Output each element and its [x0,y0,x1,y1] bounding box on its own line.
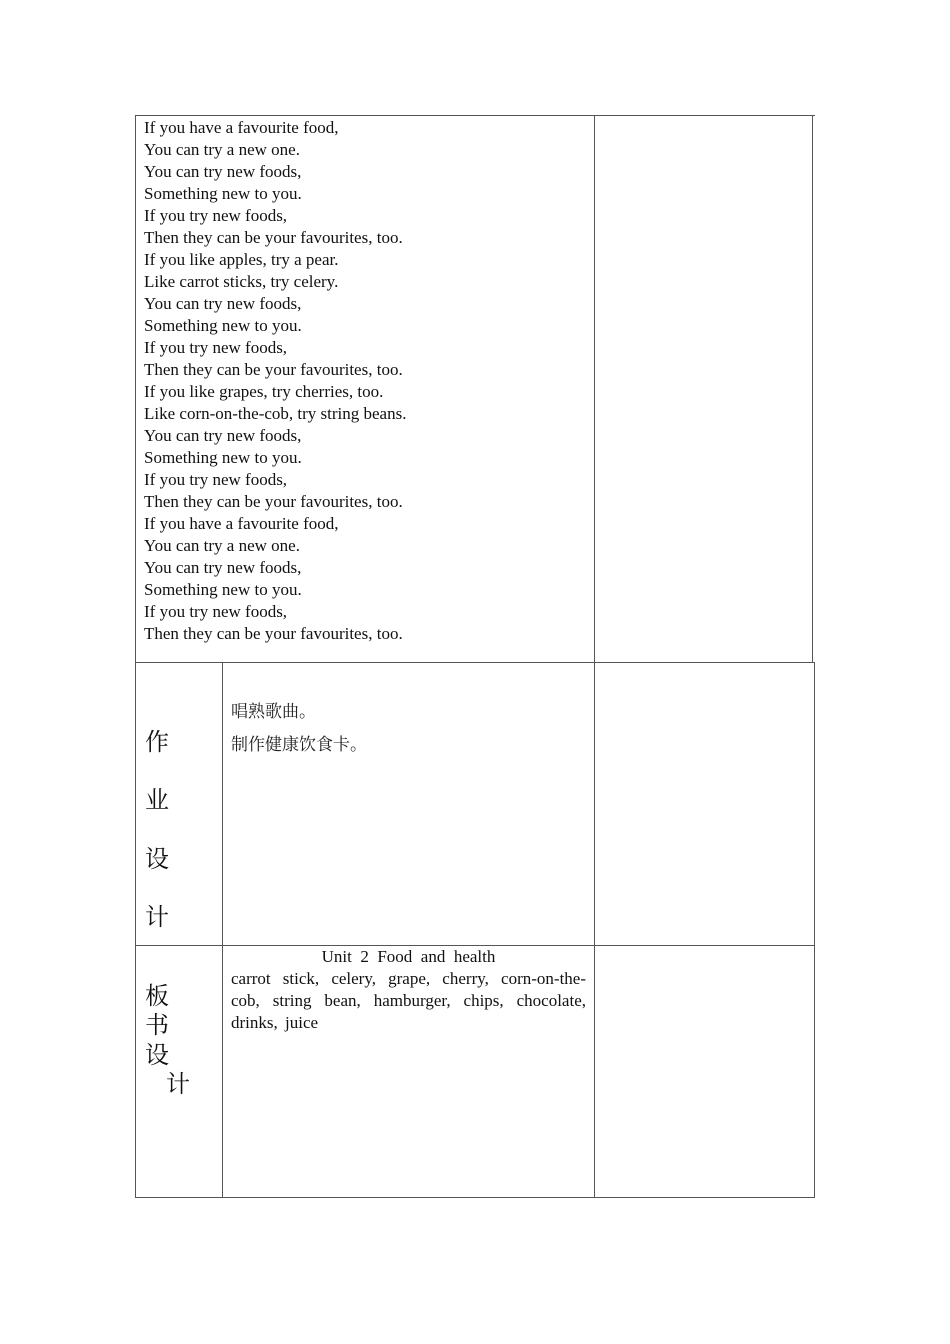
song-line: Then they can be your favourites, too. [144,228,403,247]
table-border-right [814,662,815,1198]
board-label-char-3: 设 [145,1041,169,1069]
notes-column-divider [594,115,595,1198]
song-line: If you try new foods, [144,338,288,357]
table-border-bottom [135,1197,815,1198]
song-line: Like carrot sticks, try celery. [144,272,339,291]
homework-label-char-2: 业 [145,786,169,814]
song-lyrics [144,117,406,645]
song-line: Something new to you. [144,580,302,599]
homework-label-char-1: 作 [145,728,169,756]
row-divider-1 [135,662,815,663]
song-line: If you like apples, try a pear. [144,250,339,269]
homework-item: 唱熟歌曲。 [231,702,316,722]
song-line: You can try a new one. [144,536,300,555]
board-label-char-2: 书 [145,1011,169,1039]
song-line: Like corn-on-the-cob, try string beans. [144,404,407,423]
song-line: Then they can be your favourites, too. [144,360,403,379]
board-vocabulary: carrot stick, celery, grape, cherry, corn-on-the-cob, string bean, hamburger, chips, chocolate, drinks, juice [231,969,586,1032]
song-line: Something new to you. [144,184,302,203]
homework-label-char-3: 设 [145,845,169,873]
song-line: Something new to you. [144,316,302,335]
song-line: If you have a favourite food, [144,118,339,137]
board-title: Unit 2 Food and health [321,947,496,966]
song-line: If you try new foods, [144,602,288,621]
song-line: If you try new foods, [144,206,288,225]
homework-label-char-4: 计 [145,903,169,931]
song-line: Something new to you. [144,448,302,467]
board-label-char-4: 计 [166,1070,190,1098]
song-line: You can try new foods, [144,558,302,577]
song-line: If you like grapes, try cherries, too. [144,382,384,401]
homework-item: 制作健康饮食卡。 [231,735,367,755]
table-border-left [135,115,136,1198]
song-line: Then they can be your favourites, too. [144,492,403,511]
table-border-top [135,115,815,116]
label-column-divider [222,662,223,1198]
song-line: You can try new foods, [144,162,302,181]
song-line: Then they can be your favourites, too. [144,624,403,643]
table-border-right-top [812,115,813,663]
song-line: You can try new foods, [144,426,302,445]
song-line: You can try new foods, [144,294,302,313]
song-line: If you try new foods, [144,470,288,489]
board-label-char-1: 板 [145,982,169,1010]
song-line: You can try a new one. [144,140,300,159]
song-line: If you have a favourite food, [144,514,339,533]
